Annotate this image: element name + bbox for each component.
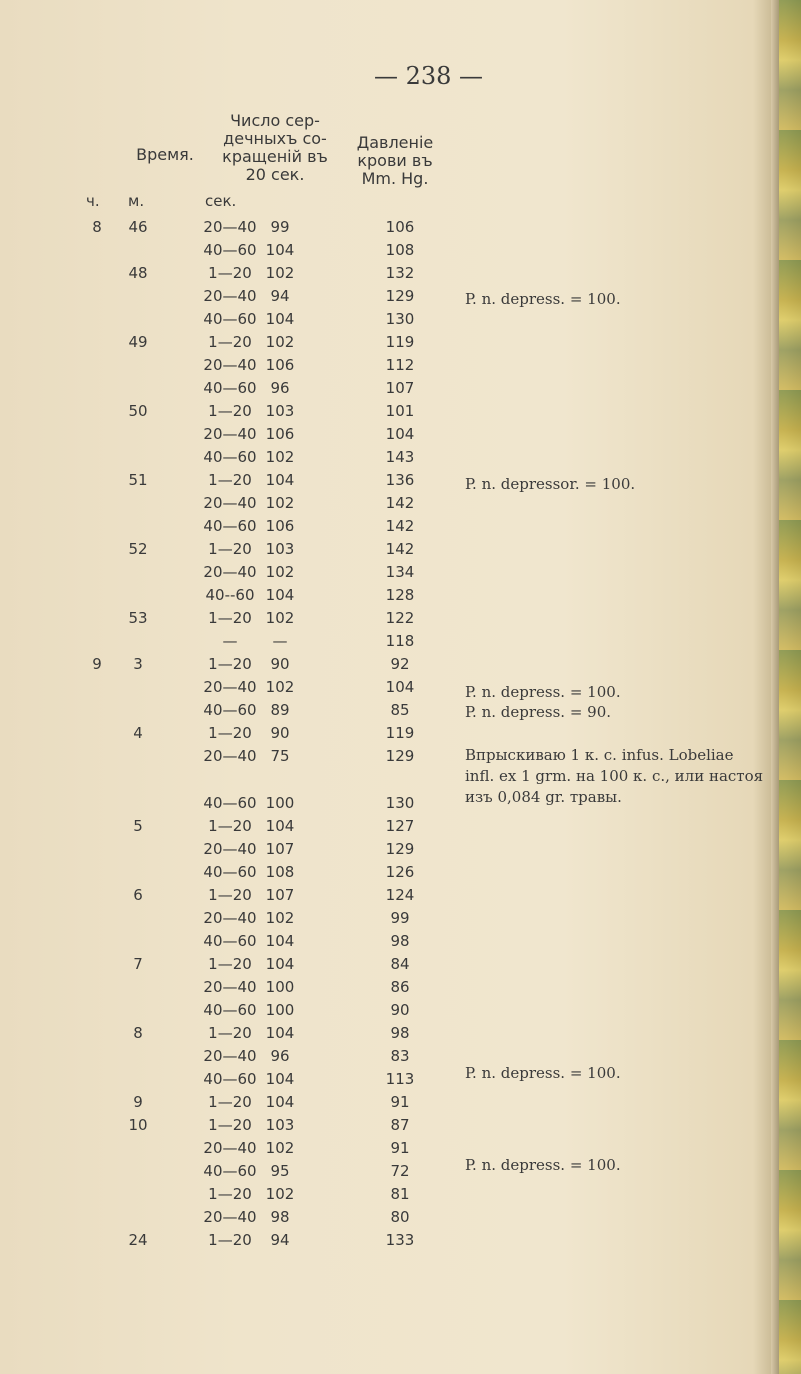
cell-heart-rate: 104 (265, 471, 295, 489)
cell-seconds: 20—40 (203, 840, 257, 858)
cell-pressure: 126 (385, 863, 415, 881)
cell-minute: 3 (133, 655, 143, 673)
cell-heart-rate: 102 (265, 1185, 295, 1203)
note-3: P. n. depress. = 100. (465, 683, 621, 701)
cell-seconds: 40—60 (203, 932, 257, 950)
cell-pressure: 83 (390, 1047, 410, 1065)
cell-heart-rate: 104 (265, 241, 295, 259)
cell-heart-rate: 104 (265, 817, 295, 835)
cell-heart-rate: 89 (270, 701, 290, 719)
cell-seconds: 20—40 (203, 494, 257, 512)
cell-seconds: 20—40 (203, 747, 257, 765)
cell-seconds: 20—40 (203, 909, 257, 927)
table-row (0, 609, 801, 632)
cell-seconds: 40—60 (203, 241, 257, 259)
cell-pressure: 106 (385, 218, 415, 236)
table-row (0, 540, 801, 563)
cell-heart-rate: 104 (265, 586, 295, 604)
cell-pressure: 104 (385, 678, 415, 696)
cell-heart-rate: 107 (265, 840, 295, 858)
cell-heart-rate: 90 (270, 655, 290, 673)
cell-seconds: 1—20 (208, 402, 252, 420)
header-time: Время. (136, 145, 194, 164)
table-row (0, 287, 801, 310)
cell-seconds: 40—60 (203, 1070, 257, 1088)
cell-minute: 10 (128, 1116, 148, 1134)
cell-seconds: 20—40 (203, 978, 257, 996)
header-pressure: Давленіе крови въ Mm. Hg. (356, 133, 434, 188)
cell-heart-rate: 100 (265, 794, 295, 812)
cell-pressure: 91 (390, 1139, 410, 1157)
cell-pressure: 127 (385, 817, 415, 835)
table-row (0, 1047, 801, 1070)
note-5: P. n. depress. = 100. (465, 1064, 621, 1082)
cell-heart-rate: 102 (265, 494, 295, 512)
table-row (0, 333, 801, 356)
note-4: P. n. depress. = 90. (465, 703, 612, 721)
cell-pressure: 108 (385, 241, 415, 259)
cell-seconds: 1—20 (208, 1093, 252, 1111)
cell-seconds: 1—20 (208, 471, 252, 489)
unit-hours: ч. (86, 192, 100, 210)
cell-heart-rate: 106 (265, 425, 295, 443)
cell-seconds: 40—60 (203, 1001, 257, 1019)
cell-minute: 4 (133, 724, 143, 742)
table-row (0, 1139, 801, 1162)
cell-seconds: 20—40 (203, 1047, 257, 1065)
cell-heart-rate: 104 (265, 932, 295, 950)
cell-seconds: 1—20 (208, 655, 252, 673)
cell-heart-rate: 102 (265, 909, 295, 927)
cell-pressure: 85 (390, 701, 410, 719)
cell-heart-rate: 104 (265, 1024, 295, 1042)
cell-seconds: 40—60 (203, 863, 257, 881)
cell-minute: 24 (128, 1231, 148, 1249)
table-row (0, 563, 801, 586)
cell-heart-rate: 102 (265, 448, 295, 466)
table-row (0, 1116, 801, 1139)
cell-minute: 52 (128, 540, 148, 558)
table-row (0, 494, 801, 517)
cell-seconds: 40—60 (203, 517, 257, 535)
cell-seconds: 1—20 (208, 1116, 252, 1134)
cell-pressure: 90 (390, 1001, 410, 1019)
cell-heart-rate: 100 (265, 978, 295, 996)
cell-heart-rate: 104 (265, 310, 295, 328)
note-1: P. n. depress. = 100. (465, 290, 621, 308)
table-row (0, 655, 801, 678)
cell-heart-rate: 103 (265, 402, 295, 420)
cell-pressure: 86 (390, 978, 410, 996)
cell-seconds: 20—40 (203, 356, 257, 374)
table-row (0, 1001, 801, 1024)
cell-seconds: 1—20 (208, 333, 252, 351)
cell-heart-rate: 106 (265, 356, 295, 374)
note-2: P. n. depressor. = 100. (465, 475, 636, 493)
cell-seconds: 20—40 (203, 425, 257, 443)
cell-seconds: — (222, 632, 238, 650)
cell-minute: 51 (128, 471, 148, 489)
cell-minute: 46 (128, 218, 148, 236)
cell-pressure: 98 (390, 1024, 410, 1042)
table-row (0, 978, 801, 1001)
cell-seconds: 1—20 (208, 1231, 252, 1249)
table-row (0, 586, 801, 609)
cell-pressure: 130 (385, 310, 415, 328)
cell-heart-rate: 100 (265, 1001, 295, 1019)
table-row (0, 356, 801, 379)
cell-heart-rate: 104 (265, 1093, 295, 1111)
cell-seconds: 1—20 (208, 817, 252, 835)
page-number: — 238 — (373, 62, 484, 90)
cell-seconds: 40—60 (203, 794, 257, 812)
cell-seconds: 20—40 (203, 1208, 257, 1226)
note-6: P. n. depress. = 100. (465, 1156, 621, 1174)
cell-heart-rate: 106 (265, 517, 295, 535)
cell-seconds: 1—20 (208, 540, 252, 558)
table-row (0, 402, 801, 425)
cell-pressure: 104 (385, 425, 415, 443)
table-row (0, 678, 801, 701)
table-row (0, 264, 801, 287)
cell-seconds: 20—40 (203, 218, 257, 236)
cell-pressure: 101 (385, 402, 415, 420)
table-row (0, 1024, 801, 1047)
cell-minute: 53 (128, 609, 148, 627)
table-row (0, 1070, 801, 1093)
cell-pressure: 119 (385, 333, 415, 351)
table-row (0, 379, 801, 402)
unit-minutes: м. (128, 192, 145, 210)
cell-hour: 9 (92, 655, 102, 673)
cell-pressure: 130 (385, 794, 415, 812)
cell-pressure: 132 (385, 264, 415, 282)
cell-seconds: 1—20 (208, 1185, 252, 1203)
cell-heart-rate: 107 (265, 886, 295, 904)
cell-heart-rate: 99 (270, 218, 290, 236)
cell-heart-rate: 103 (265, 1116, 295, 1134)
cell-heart-rate: 75 (270, 747, 290, 765)
table-row (0, 1093, 801, 1116)
cell-heart-rate: 94 (270, 1231, 290, 1249)
cell-pressure: 80 (390, 1208, 410, 1226)
table-row (0, 886, 801, 909)
cell-pressure: 99 (390, 909, 410, 927)
table-row (0, 724, 801, 747)
cell-seconds: 1—20 (208, 886, 252, 904)
cell-seconds: 1—20 (208, 724, 252, 742)
cell-heart-rate: 95 (270, 1162, 290, 1180)
table-row (0, 218, 801, 241)
cell-heart-rate: 98 (270, 1208, 290, 1226)
cell-heart-rate: 102 (265, 563, 295, 581)
table-row (0, 1231, 801, 1254)
cell-seconds: 40—60 (203, 1162, 257, 1180)
cell-minute: 49 (128, 333, 148, 351)
cell-pressure: 129 (385, 840, 415, 858)
cell-heart-rate: 96 (270, 379, 290, 397)
cell-seconds: 1—20 (208, 955, 252, 973)
cell-pressure: 98 (390, 932, 410, 950)
cell-pressure: 72 (390, 1162, 410, 1180)
cell-minute: 8 (133, 1024, 143, 1042)
table-row (0, 632, 801, 655)
table-row (0, 932, 801, 955)
cell-pressure: 81 (390, 1185, 410, 1203)
cell-pressure: 84 (390, 955, 410, 973)
cell-seconds: 40—60 (203, 310, 257, 328)
cell-seconds: 20—40 (203, 287, 257, 305)
cell-seconds: 20—40 (203, 678, 257, 696)
cell-pressure: 112 (385, 356, 415, 374)
table-row (0, 1162, 801, 1185)
cell-minute: 6 (133, 886, 143, 904)
cell-pressure: 142 (385, 540, 415, 558)
cell-heart-rate: 103 (265, 540, 295, 558)
table-row (0, 909, 801, 932)
cell-pressure: 143 (385, 448, 415, 466)
cell-pressure: 133 (385, 1231, 415, 1249)
cell-pressure: 92 (390, 655, 410, 673)
cell-pressure: 124 (385, 886, 415, 904)
cell-pressure: 129 (385, 287, 415, 305)
header-heart-rate: Число сер- дечныхъ со- кращеній въ 20 сек. (222, 111, 328, 184)
cell-hour: 8 (92, 218, 102, 236)
cell-pressure: 136 (385, 471, 415, 489)
unit-seconds: сек. (205, 192, 237, 210)
cell-pressure: 118 (385, 632, 415, 650)
cell-seconds: 1—20 (208, 609, 252, 627)
cell-minute: 9 (133, 1093, 143, 1111)
cell-seconds: 1—20 (208, 264, 252, 282)
cell-heart-rate: 102 (265, 678, 295, 696)
cell-pressure: 87 (390, 1116, 410, 1134)
cell-pressure: 134 (385, 563, 415, 581)
table-row (0, 448, 801, 471)
table-row (0, 241, 801, 264)
cell-heart-rate: 94 (270, 287, 290, 305)
cell-heart-rate: 102 (265, 1139, 295, 1157)
cell-seconds: 1—20 (208, 1024, 252, 1042)
cell-seconds: 20—40 (203, 1139, 257, 1157)
cell-pressure: 107 (385, 379, 415, 397)
cell-heart-rate: 104 (265, 1070, 295, 1088)
table-row (0, 1185, 801, 1208)
cell-heart-rate: 96 (270, 1047, 290, 1065)
cell-seconds: 40--60 (205, 586, 255, 604)
cell-heart-rate: 104 (265, 955, 295, 973)
table-row (0, 840, 801, 863)
cell-pressure: 91 (390, 1093, 410, 1111)
cell-pressure: 142 (385, 494, 415, 512)
cell-pressure: 122 (385, 609, 415, 627)
cell-heart-rate: 102 (265, 609, 295, 627)
table-row (0, 817, 801, 840)
cell-minute: 48 (128, 264, 148, 282)
cell-pressure: 142 (385, 517, 415, 535)
table-row (0, 863, 801, 886)
cell-minute: 50 (128, 402, 148, 420)
cell-minute: 5 (133, 817, 143, 835)
cell-pressure: 129 (385, 747, 415, 765)
cell-seconds: 40—60 (203, 448, 257, 466)
cell-seconds: 40—60 (203, 701, 257, 719)
table-row (0, 701, 801, 724)
table-row (0, 425, 801, 448)
cell-heart-rate: 90 (270, 724, 290, 742)
cell-pressure: 128 (385, 586, 415, 604)
table-row (0, 310, 801, 333)
table-row (0, 1208, 801, 1231)
cell-pressure: 113 (385, 1070, 415, 1088)
cell-heart-rate: 102 (265, 333, 295, 351)
cell-pressure: 119 (385, 724, 415, 742)
injection-note: Впрыскиваю 1 к. с. infus. Lobeliae infl. ex 1 grm. на 100 к. с., или настоя изъ 0,084 gr. травы. (465, 746, 764, 806)
cell-heart-rate: 102 (265, 264, 295, 282)
table-row (0, 471, 801, 494)
table-row (0, 517, 801, 540)
cell-seconds: 20—40 (203, 563, 257, 581)
cell-minute: 7 (133, 955, 143, 973)
cell-heart-rate: — (272, 632, 288, 650)
table-row (0, 955, 801, 978)
cell-seconds: 40—60 (203, 379, 257, 397)
cell-heart-rate: 108 (265, 863, 295, 881)
